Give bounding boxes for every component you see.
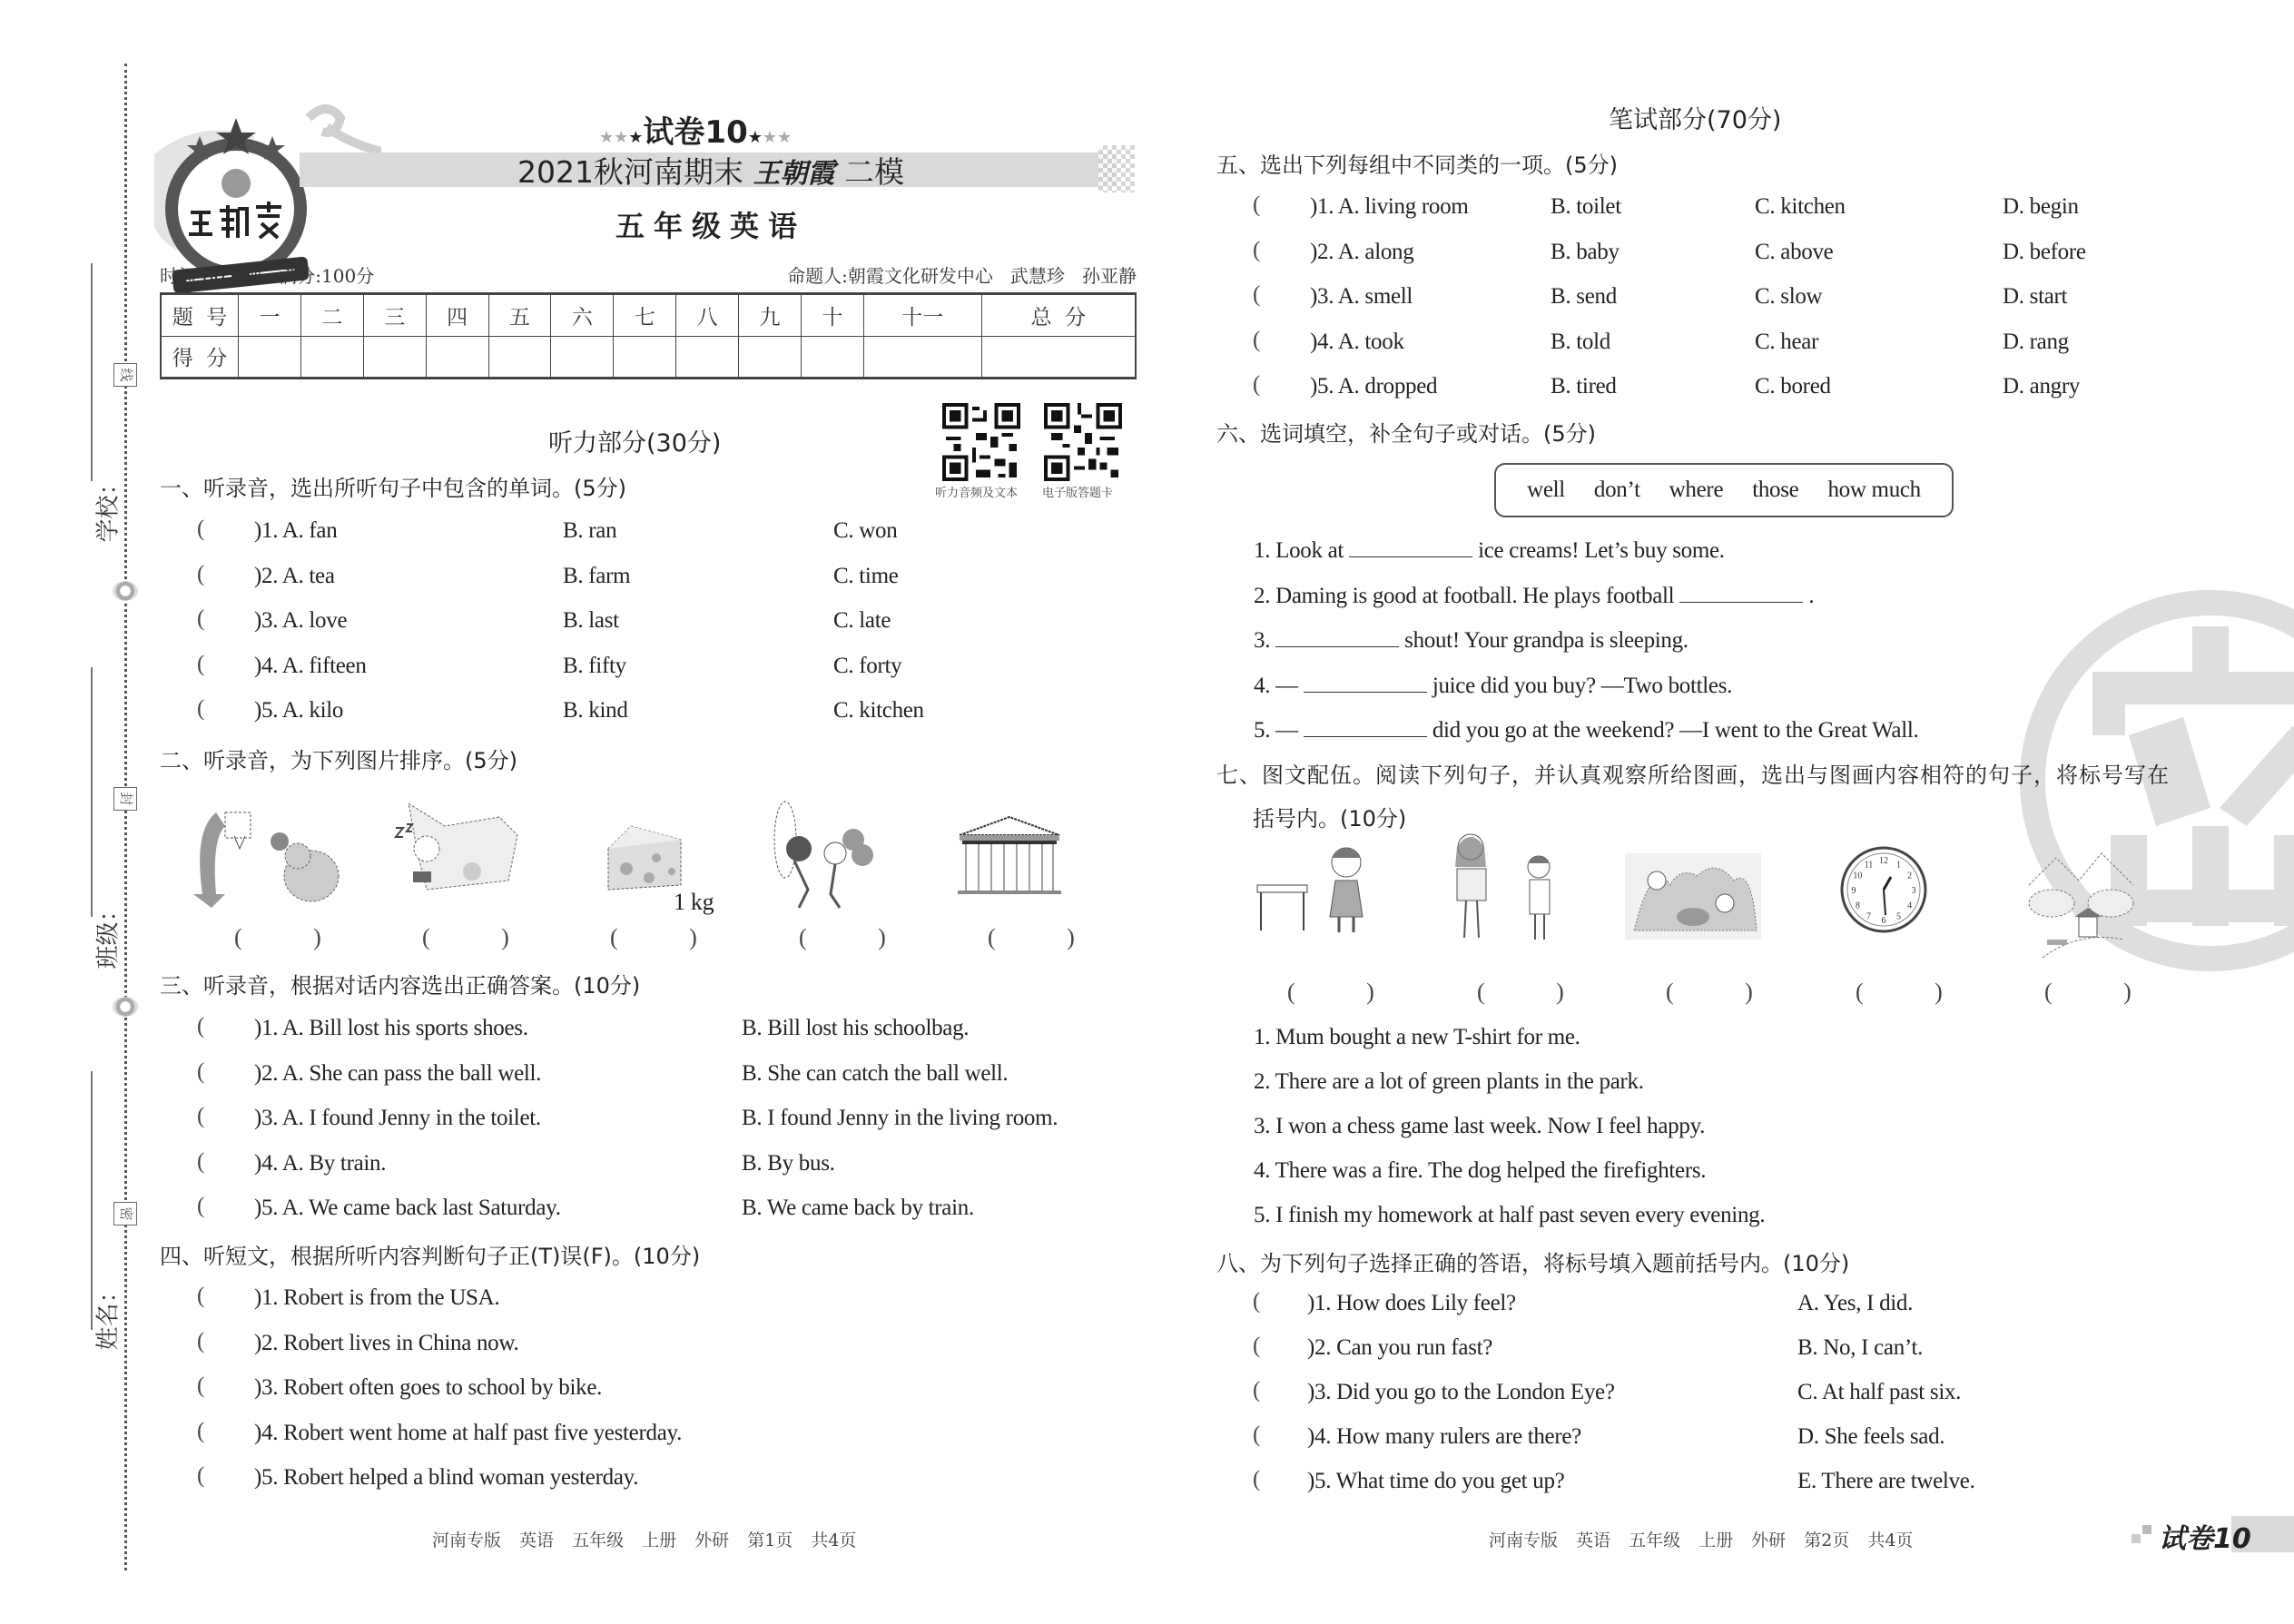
s8-question: )4. How many rulers are there? — [1307, 1424, 1581, 1449]
s4-statement: )4. Robert went home at half past five yesterday. — [254, 1420, 683, 1445]
s1-option-b: B. last — [563, 608, 619, 633]
score-cell: 五 — [488, 294, 551, 337]
clock-number: 8 — [1855, 901, 1860, 911]
clock-number: 12 — [1879, 856, 1888, 866]
answer-paren[interactable]: ( — [197, 561, 205, 586]
s6-sentence: 2. Daming is good at football. He plays football . — [1254, 580, 1814, 609]
picture-answer-paren[interactable]: ( ) — [422, 924, 542, 950]
section-8-title: 八、为下列句子选择正确的答语，将标号填入题前括号内。(10分) — [1216, 1251, 1850, 1276]
score-input-cell[interactable] — [426, 336, 488, 379]
section-1-title: 一、听录音，选出所听句子中包含的单词。(5分) — [160, 476, 626, 501]
s3-option-a: )2. A. She can pass the ball well. — [254, 1060, 542, 1086]
s4-statement: )5. Robert helped a blind woman yesterday. — [254, 1465, 639, 1490]
score-cell: 七 — [614, 294, 676, 337]
section-3-title: 三、听录音，根据对话内容选出正确答案。(10分) — [160, 973, 641, 999]
answer-paren[interactable]: ( — [197, 1328, 205, 1353]
answer-paren[interactable]: ( — [197, 1058, 205, 1084]
clock-number: 11 — [1864, 860, 1874, 871]
s5-option-d: D. before — [2003, 239, 2086, 264]
s1-option-c: C. time — [833, 563, 899, 588]
band-logo-text: 王朝霞 — [753, 158, 835, 190]
score-cell: 一 — [239, 294, 301, 337]
section-7-title-cont: 括号内。(10分) — [1253, 806, 1407, 832]
footer-left: 河南专版 英语 五年级 上册 外研 第1页 共4页 — [432, 1530, 857, 1550]
s8-answer-option: D. She feels sad. — [1797, 1424, 1945, 1449]
s1-option-c: C. won — [833, 518, 898, 543]
score-cell-label: 题 号 — [161, 294, 239, 337]
s6-sentence: 4. — juice did you buy? —Two bottles. — [1254, 670, 1732, 699]
paper-badge — [2122, 1516, 2294, 1555]
s5-option-c: C. slow — [1755, 284, 1823, 309]
clock-number: 7 — [1866, 911, 1871, 922]
score-cell: 八 — [676, 294, 739, 337]
s5-option-d: D. angry — [2003, 374, 2081, 399]
s5-option-d: D. rang — [2003, 329, 2069, 354]
answer-paren[interactable]: ( — [197, 696, 205, 721]
s5-option-b: B. told — [1551, 329, 1610, 354]
s6-sentence: 5. — did you go at the weekend? —I went to the Great Wall. — [1254, 714, 1918, 743]
s3-option-a: )1. A. Bill lost his sports shoes. — [254, 1016, 528, 1040]
exam-title: 2021秋河南期末 王朝霞 二模 — [517, 154, 904, 190]
answer-paren[interactable]: ( — [1253, 1467, 1261, 1491]
word-bank-item: how much — [1827, 477, 1921, 502]
answer-paren[interactable]: ( — [197, 1418, 205, 1443]
binding-knot-icon — [113, 997, 138, 1017]
listening-title: 听力部分(30分) — [548, 429, 722, 458]
qr-caption-audio: 听力音频及文本 — [935, 487, 1019, 500]
name-label: 姓名： — [94, 1279, 123, 1351]
picture-fire-dog — [1625, 849, 1761, 940]
s5-option-c: C. kitchen — [1755, 194, 1846, 219]
s6-sentence: 1. Look at ice creams! Let’s buy some. — [1254, 535, 1725, 564]
qr-code-audio[interactable] — [942, 403, 1020, 481]
answer-paren[interactable]: ( — [197, 1014, 205, 1038]
picture-basketball-elephant — [189, 803, 352, 908]
s5-option-b: B. tired — [1551, 374, 1617, 399]
authors: 命题人:朝霞文化研发中心 武慧珍 孙亚静 — [787, 265, 1137, 287]
section-6-title: 六、选词填空，补全句子或对话。(5分) — [1216, 421, 1596, 447]
answer-paren[interactable]: ( — [197, 1463, 205, 1488]
s7-sentence: 3. I won a chess game last week. Now I feel happy. — [1254, 1114, 1706, 1138]
cheese-weight-label: 1 kg — [674, 889, 714, 915]
answer-paren[interactable]: ( — [1253, 237, 1261, 262]
s3-option-b: B. By bus. — [742, 1150, 835, 1176]
paper-number: ★★★试卷10★★★ — [599, 114, 793, 151]
answer-paren[interactable]: ( — [197, 1194, 205, 1218]
clock-number: 9 — [1851, 886, 1856, 896]
score-table-score-row — [161, 336, 1136, 379]
section-5-title: 五、选出下列每组中不同类的一项。(5分) — [1216, 153, 1618, 178]
class-field-line[interactable] — [91, 667, 93, 917]
answer-paren[interactable]: ( — [1253, 1422, 1261, 1447]
school-label: 学校： — [94, 471, 123, 543]
binding-mark-secret: 密 — [113, 1202, 137, 1225]
s5-option-a: )1. A. living room — [1310, 194, 1469, 219]
section-2-title: 二、听录音，为下列图片排序。(5分) — [160, 748, 517, 773]
picture-answer-paren[interactable]: ( ) — [610, 924, 730, 950]
qr-caption-answer-card: 电子版答题卡 — [1042, 487, 1114, 500]
answer-paren[interactable]: ( — [1253, 282, 1261, 307]
s5-option-b: B. send — [1551, 284, 1617, 309]
s8-answer-option: A. Yes, I did. — [1797, 1291, 1914, 1315]
binding-mark-seal: 封 — [113, 787, 137, 811]
score-cell: 十一 — [863, 294, 981, 337]
qr-code-answer-card[interactable] — [1044, 403, 1122, 481]
s8-question: )2. Can you run fast? — [1307, 1335, 1493, 1360]
picture-answer-paren[interactable]: ( ) — [1666, 979, 1786, 1005]
s7-sentence: 4. There was a fire. The dog helped the firefighters. — [1254, 1158, 1707, 1183]
s8-answer-option: B. No, I can’t. — [1797, 1335, 1924, 1360]
s8-question: )1. How does Lily feel? — [1307, 1291, 1516, 1315]
s5-option-a: )5. A. dropped — [1310, 374, 1438, 399]
s1-option-c: C. kitchen — [833, 698, 924, 723]
s3-option-a: )3. A. I found Jenny in the toilet. — [254, 1106, 541, 1130]
s7-sentence: 1. Mum bought a new T-shirt for me. — [1254, 1025, 1580, 1049]
score-input-cell[interactable] — [863, 336, 981, 379]
score-input-cell[interactable] — [614, 336, 676, 379]
section-7-title: 七、图文配伍。阅读下列句子，并认真观察所给图画，选出与图画内容相符的句子，将标号写在 — [1216, 763, 2170, 788]
s1-option-a: )2. A. tea — [254, 563, 335, 588]
score-row-label: 得 分 — [161, 336, 239, 379]
s8-question: )5. What time do you get up? — [1307, 1469, 1565, 1493]
s3-option-a: )5. A. We came back last Saturday. — [254, 1196, 561, 1220]
score-input-cell[interactable] — [801, 336, 863, 379]
score-cell: 十 — [801, 294, 863, 337]
s6-sentence: 3. shout! Your grandpa is sleeping. — [1254, 625, 1689, 654]
picture-girl-chess — [1255, 840, 1383, 940]
s3-option-b: B. Bill lost his schoolbag. — [742, 1016, 970, 1040]
s5-option-d: D. begin — [2003, 194, 2079, 219]
answer-paren[interactable]: ( — [197, 1373, 205, 1398]
clock-number: 4 — [1907, 901, 1913, 911]
fill-blank-input[interactable] — [1275, 625, 1399, 647]
score-input-cell[interactable] — [981, 336, 1136, 379]
picture-cheese — [604, 822, 685, 894]
s5-option-c: C. hear — [1755, 329, 1819, 354]
s7-sentence: 2. There are a lot of green plants in the park. — [1254, 1069, 1644, 1094]
s1-option-b: B. ran — [563, 518, 617, 543]
picture-museum-building — [955, 812, 1064, 896]
s1-option-b: B. farm — [563, 563, 631, 588]
score-input-cell[interactable] — [676, 336, 739, 379]
clock-number: 3 — [1911, 886, 1916, 896]
picture-answer-paren[interactable]: ( ) — [1856, 979, 1975, 1005]
picture-answer-paren[interactable]: ( ) — [988, 924, 1108, 950]
time-info: 时间:60分钟 满分:100分 — [160, 265, 375, 287]
writing-title: 笔试部分(70分) — [1609, 106, 1782, 134]
paper-badge-text: 试卷10 — [2159, 1523, 2251, 1555]
s1-option-a: )5. A. kilo — [254, 698, 344, 723]
answer-paren[interactable]: ( — [197, 651, 205, 676]
picture-answer-paren[interactable]: ( ) — [234, 924, 354, 950]
picture-answer-paren[interactable]: ( ) — [799, 924, 919, 950]
fill-blank-input[interactable] — [1304, 670, 1427, 693]
title-band-pattern — [1098, 145, 1135, 192]
fill-blank-input[interactable] — [1304, 714, 1427, 737]
picture-park — [2024, 849, 2138, 962]
answer-paren[interactable]: ( — [1253, 192, 1261, 217]
score-table — [160, 292, 1137, 379]
s5-option-c: C. above — [1755, 239, 1834, 264]
s3-option-b: B. I found Jenny in the living room. — [742, 1106, 1058, 1130]
s3-option-a: )4. A. By train. — [254, 1150, 387, 1176]
section-4-title: 四、听短文，根据所听内容判断句子正(T)误(F)。(10分) — [160, 1244, 701, 1269]
word-bank-item: don’t — [1593, 477, 1640, 502]
picture-clock — [1838, 844, 1929, 935]
score-cell: 二 — [300, 294, 363, 337]
s4-statement: )3. Robert often goes to school by bike. — [254, 1375, 603, 1400]
answer-paren[interactable]: ( — [1253, 1378, 1261, 1403]
picture-answer-paren[interactable]: ( ) — [1287, 979, 1407, 1005]
picture-answer-paren[interactable]: ( ) — [2044, 979, 2164, 1005]
s8-answer-option: E. There are twelve. — [1797, 1469, 1975, 1493]
clock-number: 1 — [1896, 860, 1901, 871]
clock-number: 5 — [1896, 911, 1901, 922]
binding-knot-icon — [113, 581, 138, 601]
score-input-cell[interactable] — [300, 336, 363, 379]
answer-paren[interactable]: ( — [197, 1284, 205, 1308]
s3-option-b: B. She can catch the ball well. — [742, 1060, 1009, 1086]
score-cell-total: 总 分 — [981, 294, 1136, 337]
s1-option-a: )3. A. love — [254, 608, 348, 633]
s1-option-b: B. kind — [563, 698, 628, 723]
s5-option-a: )4. A. took — [1310, 329, 1404, 354]
clock-number: 10 — [1853, 871, 1863, 881]
answer-paren[interactable]: ( — [197, 1104, 205, 1128]
word-bank-box — [1494, 463, 1954, 517]
s1-option-c: C. forty — [833, 653, 902, 678]
subject-title: 五年级英语 — [615, 209, 807, 243]
answer-paren[interactable]: ( — [197, 1148, 205, 1174]
s4-statement: )1. Robert is from the USA. — [254, 1285, 500, 1310]
s5-option-b: B. baby — [1551, 239, 1620, 264]
s1-option-a: )4. A. fifteen — [254, 653, 367, 678]
score-cell: 四 — [426, 294, 488, 337]
score-input-cell[interactable] — [551, 336, 614, 379]
s1-option-c: C. late — [833, 608, 891, 633]
answer-paren[interactable]: ( — [1253, 372, 1261, 397]
word-bank-item: well — [1527, 477, 1565, 502]
s4-statement: )2. Robert lives in China now. — [254, 1330, 519, 1355]
answer-paren[interactable]: ( — [197, 606, 205, 631]
s5-option-d: D. start — [2003, 284, 2068, 309]
s1-option-a: )1. A. fan — [254, 518, 338, 543]
fill-blank-input[interactable] — [1349, 535, 1472, 557]
footer-right: 河南专版 英语 五年级 上册 外研 第2页 共4页 — [1489, 1530, 1914, 1550]
school-field-line[interactable] — [91, 263, 93, 481]
score-input-cell[interactable] — [739, 336, 802, 379]
word-bank-item: those — [1752, 477, 1799, 502]
answer-paren[interactable]: ( — [1253, 1289, 1261, 1314]
s5-option-a: )3. A. smell — [1310, 284, 1413, 309]
word-bank-item: where — [1669, 477, 1724, 502]
class-label: 班级： — [94, 898, 123, 969]
picture-skipping-rope — [767, 799, 885, 912]
s5-option-a: )2. A. along — [1310, 239, 1414, 264]
score-input-cell[interactable] — [488, 336, 551, 379]
clock-number: 6 — [1881, 916, 1886, 926]
answer-paren[interactable]: ( — [197, 517, 205, 541]
s8-question: )3. Did you go to the London Eye? — [1307, 1380, 1615, 1404]
fill-blank-input[interactable] — [1679, 580, 1803, 603]
binding-dotted-line — [124, 64, 127, 1570]
s1-option-b: B. fifty — [563, 653, 626, 678]
s3-option-b: B. We came back by train. — [742, 1196, 974, 1220]
binding-mark-line: 线 — [113, 363, 137, 387]
picture-answer-paren[interactable]: ( ) — [1477, 979, 1597, 1005]
s8-answer-option: C. At half past six. — [1797, 1380, 1962, 1404]
clock-number: 2 — [1907, 871, 1913, 881]
s7-sentence: 5. I finish my homework at half past seven every evening. — [1254, 1203, 1766, 1227]
picture-sleeping-sofa — [390, 799, 527, 908]
score-input-cell[interactable] — [363, 336, 426, 379]
score-cell: 三 — [363, 294, 426, 337]
answer-paren[interactable]: ( — [1253, 1334, 1261, 1358]
score-cell: 九 — [739, 294, 802, 337]
answer-paren[interactable]: ( — [1253, 327, 1261, 352]
score-input-cell[interactable] — [239, 336, 301, 379]
picture-mum-tshirt — [1448, 831, 1566, 944]
s5-option-b: B. toilet — [1551, 194, 1621, 219]
sleep-z-icon — [396, 824, 412, 837]
score-cell: 六 — [551, 294, 614, 337]
s5-option-c: C. bored — [1755, 374, 1831, 399]
score-table-header-row — [161, 294, 1136, 337]
